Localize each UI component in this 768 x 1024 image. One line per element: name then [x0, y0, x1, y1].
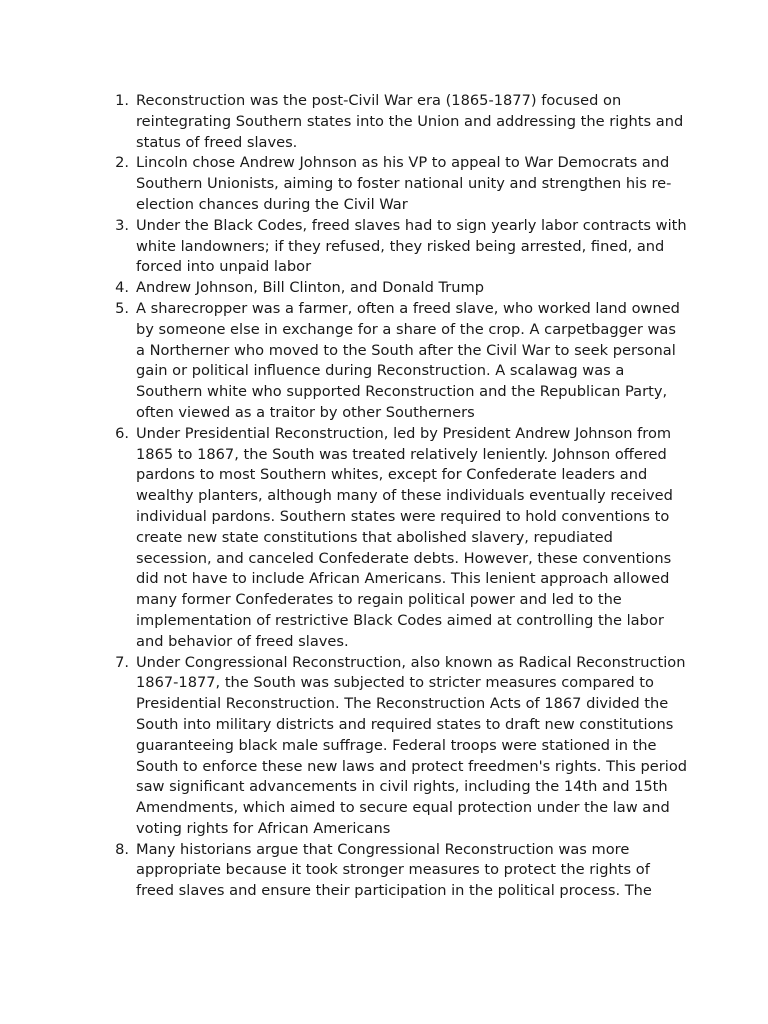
item-text: Reconstruction was the post-Civil War era (1865-1877) focused on reintegrating Southern states into the Union and addressing the rights and status of freed slaves. — [136, 92, 684, 151]
item-text: Under Presidential Reconstruction, led by President Andrew Johnson from 1865 to 1867, the South was treated relatively leniently. Johnson offered pardons to most Southern whites, except for Confederate leaders and wealthy planters, although many of these individuals eventually received individual pardons. Southern states were required to hold conventions to create new state constitutions that abolished slavery, repudiated secession, and canceled Confederate debts. However, these conventions did not have to include African Americans. This lenient approach allowed many former Confederates to regain political power and led to the implementation of restrictive Black Codes aimed at controlling the labor and behavior of freed slaves. — [136, 424, 673, 650]
item-text: Lincoln chose Andrew Johnson as his VP to appeal to War Democrats and Southern Unionists, aiming to foster national unity and strengthen his re-election chances during the Civil War — [136, 154, 672, 213]
list-item-3 — [107, 216, 687, 278]
item-text: Under Congressional Reconstruction, also known as Radical Reconstruction 1867-1877, the South was subjected to stricter measures compared to Presidential Reconstruction. The Reconstruction Acts of 1867 divided the South into military districts and required states to draft new constitutions guaranteeing black male suffrage. Federal troops were stationed in the South to enforce these new laws and protect freedmen's rights. This period saw significant advancements in civil rights, including the 14th and 15th Amendments, which aimed to secure equal protection under the law and voting rights for African Americans — [136, 653, 688, 837]
list-item-6 — [107, 424, 687, 653]
item-number: 2. — [115, 154, 129, 172]
list-item-5 — [107, 299, 687, 424]
list-item-4 — [107, 278, 687, 299]
list-item-2 — [107, 153, 687, 215]
item-text: Under the Black Codes, freed slaves had to sign yearly labor contracts with white landowners; if they refused, they risked being arrested, fined, and forced into unpaid labor — [136, 216, 687, 276]
item-number: 3. — [115, 216, 129, 234]
item-number: 6. — [115, 424, 129, 442]
item-number: 8. — [115, 840, 129, 858]
item-text: Many historians argue that Congressional Reconstruction was more appropriate because it took stronger measures to protect the rights of freed slaves and ensure their participation in the political process. The — [136, 840, 652, 900]
item-number: 4. — [115, 279, 129, 297]
list-item-1 — [107, 91, 687, 153]
item-text: A sharecropper was a farmer, often a freed slave, who worked land owned by someone else in exchange for a share of the crop. A carpetbagger was a Northerner who moved to the South after the Civil War to seek personal gain or political influence during Reconstruction. A scalawag was a Southern white who supported Reconstruction and the Republican Party, often viewed as a traitor by other Southerners — [136, 299, 680, 421]
numbered-answer-list — [107, 91, 687, 902]
item-number: 7. — [115, 653, 129, 671]
list-item-8 — [107, 840, 687, 902]
item-number: 5. — [115, 299, 129, 317]
list-item-7 — [107, 653, 687, 840]
item-text: Andrew Johnson, Bill Clinton, and Donald Trump — [136, 279, 484, 297]
item-number: 1. — [115, 92, 129, 109]
